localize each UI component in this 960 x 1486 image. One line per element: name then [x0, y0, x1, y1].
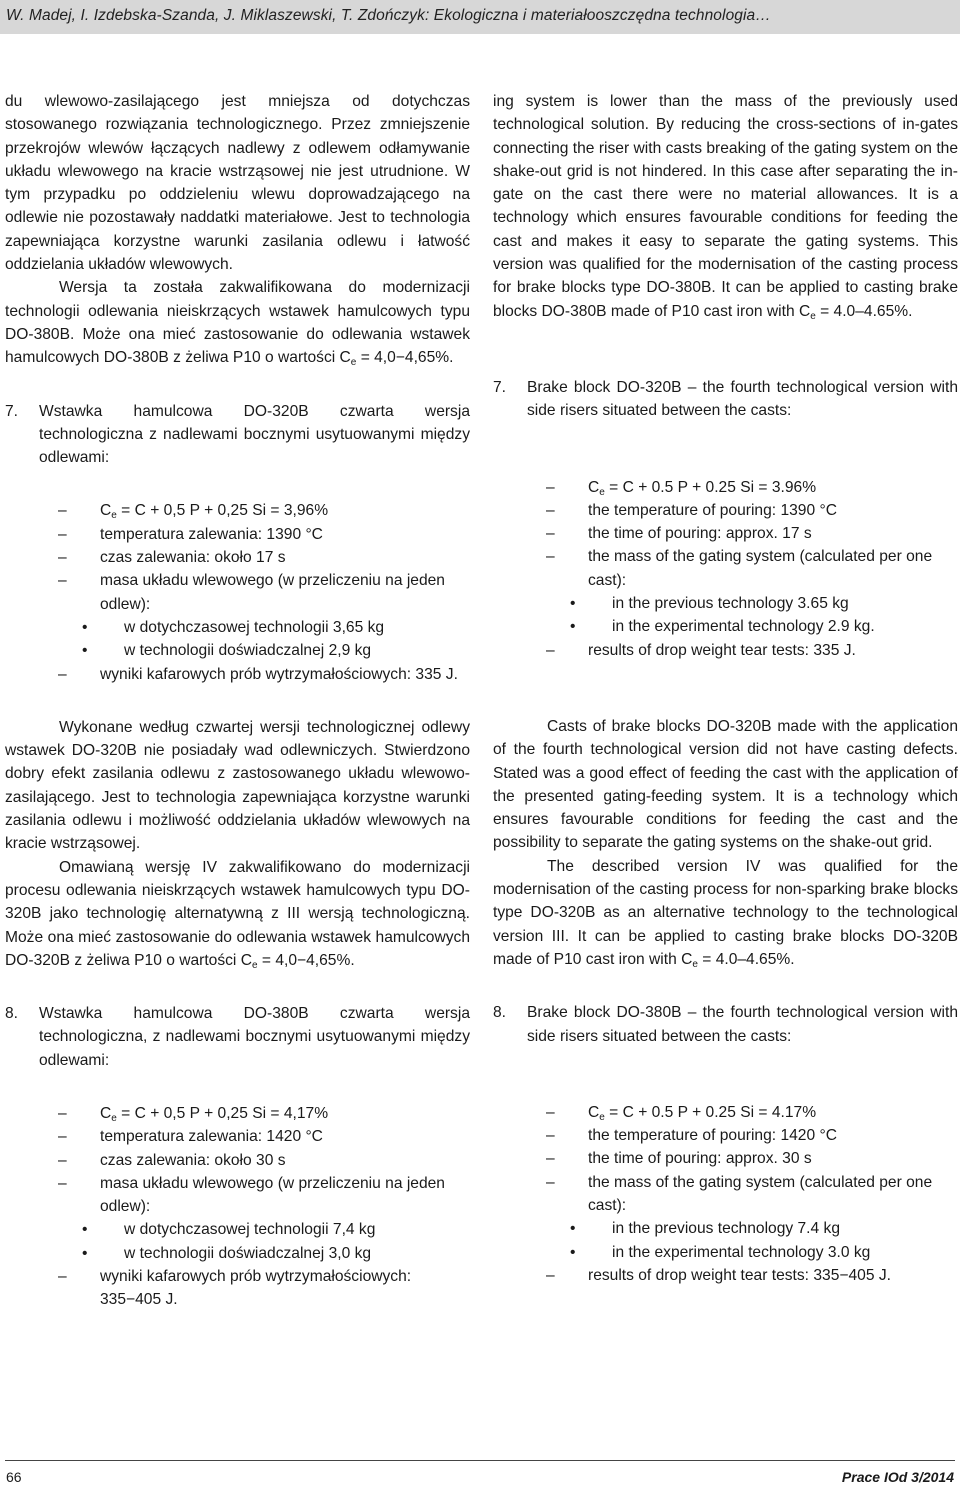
journal-name: Prace IOd 3/2014	[841, 1469, 954, 1485]
list-item: – temperatura zalewania: 1420 °C	[58, 1128, 323, 1146]
list-item: – czas zalewania: około 30 s	[58, 1151, 286, 1169]
left-column	[5, 90, 470, 1312]
footer-rule	[5, 1460, 955, 1461]
list-item: – temperatura zalewania: 1390 °C	[58, 525, 323, 543]
section-7-list	[546, 476, 958, 662]
section-8-heading: 8. Brake block DO-380B – the fourth technological version with side risers situated between the casts:	[493, 1004, 958, 1045]
section-7-heading: 7. Wstawka hamulcowa DO-320B czwarta wersja technologiczna z nadlewami bocznymi usytuowanymi między odlewami:	[5, 402, 470, 467]
section-8-heading: 8. Wstawka hamulcowa DO-380B czwarta wersja technologiczna, z nadlewami bocznymi usytuowanymi między odlewami:	[5, 1005, 470, 1069]
bullet-item: • w dotychczasowej technologii 7,4 kg	[82, 1221, 376, 1239]
bullet-item: • w dotychczasowej technologii 3,65 kg	[82, 618, 385, 636]
list-item: – $C_e = C + 0,5$ P + 0,25 Si = 3,96%	[58, 502, 329, 522]
list-item: – results of drop weight tear tests: 335 J.	[546, 641, 856, 659]
bullet-item: • in the experimental technology 3.0 kg	[570, 1243, 871, 1261]
list-item: – masa układu wlewowego (w przeliczeniu na jeden odlew):	[58, 1174, 445, 1216]
right-column	[493, 90, 958, 1287]
running-title: W. Madej, I. Izdebska-Szanda, J. Miklaszewski, T. Zdończyk: Ekologiczna i materiałooszczędna technologia…	[6, 7, 771, 24]
section-7-heading: 7. Brake block DO-320B – the fourth technological version with side risers situated between the casts:	[493, 378, 958, 420]
list-item: – masa układu wlewowego (w przeliczeniu na jeden odlew):	[58, 572, 445, 613]
paragraph: The described version IV was qualified for the modernisation of the casting process for non-sparking brake blocks type DO-320B as an alternative technology to the technological version III. It can be applied to casting brake blocks DO-320B made of P10 cast iron with $C_e = 4.0-4.65\%$.	[493, 857, 958, 970]
paragraph: Wersja ta została zakwalifikowana do modernizacji technologii odlewania nieiskrzących wstawek hamulcowych typu DO-380B. Może ona mieć zastosowanie do odlewania wstawek hamulcowych DO-380B z żeliwa P10 o wartości $C_e = 4,0-4,65\%$.	[5, 279, 470, 369]
list-item: – $C_e = C + 0.5$ P + 0.25 Si = 4.17%	[546, 1103, 817, 1123]
bullet-item: • in the experimental technology 2.9 kg.	[570, 618, 875, 636]
bullet-item: • w technologii doświadczalnej 2,9 kg	[82, 642, 372, 660]
paragraph: Casts of brake blocks DO-320B made with the application of the fourth technological version did not have casting defects. Stated was a good effect of feeding the cast with the application of the presented gating-feeding system. It is a technology which ensures favourable conditions for feeding the cast and the possibility to separate the gating systems on the shake-out grid.	[493, 717, 958, 852]
list-item: – wyniki kafarowych prób wytrzymałościowych: 335 J.	[58, 665, 458, 683]
bullet-item: • in the previous technology 7.4 kg	[570, 1220, 840, 1238]
section-7-list	[58, 499, 470, 685]
list-item: – $C_e = C + 0,5$ P + 0,25 Si = 4,17%	[58, 1104, 329, 1124]
list-item: – the mass of the gating system (calculated per one cast):	[546, 548, 933, 589]
list-item: – the temperature of pouring: 1390 °C	[546, 501, 837, 519]
paragraph: du wlewowo-zasilającego jest mniejsza od dotychczas stosowanego rozwiązania technologicznego. Przez zmniejszenie przekrojów wlewów łączących nadlewy z odlewem odłamywanie układu wlewowego na kracie wstrząsowej nie jest utrudnione. W tym przypadku po oddzieleniu wlewu doprowadzającego na odlewie nie pozostawały naddatki materiałowe. Jest to technologia zapewniająca korzystne warunki zasilania odlewu i łatwość oddzielania układów wlewowych.	[5, 93, 470, 274]
section-8-list	[58, 1102, 470, 1312]
paragraph: Wykonane według czwartej wersji technologicznej odlewy wstawek DO-320B nie posiadały wad odlewniczych. Stwierdzono dobry efekt zasilania odlewu z zastosowanego układu wlewowo-zasilającego. Jest to technologia zapewniająca korzystne warunki zasilania odlewu i możliwość oddzielania układów wlewowych na kracie wstrząsowej.	[5, 718, 470, 853]
section-8-list	[546, 1101, 958, 1287]
list-item: – the time of pouring: approx. 17 s	[546, 525, 812, 543]
bullet-item: • w technologii doświadczalnej 3,0 kg	[82, 1244, 372, 1262]
list-item: – the mass of the gating system (calculated per one cast):	[546, 1173, 933, 1214]
running-header-bar	[0, 0, 960, 34]
paragraph: ing system is lower than the mass of the previously used technological solution. By reducing the cross-sections of in-gates connecting the riser with casts breaking of the gating system on the shake-out grid is not hindered. In this case after separating the in-gate on the cast there were no material allowances. It is a technology which ensures favourable conditions for feeding the cast and makes it easy to separate the gating systems. This version was qualified for the modernisation of the casting process for brake blocks type DO-380B. It can be applied to casting brake blocks DO-380B made of P10 cast iron with $C_e = 4.0-4.65\%$.	[493, 93, 958, 322]
list-item: – the time of pouring: approx. 30 s	[546, 1150, 812, 1168]
list-item: – results of drop weight tear tests: 335−405 J.	[546, 1266, 891, 1284]
bullet-item: • in the previous technology 3.65 kg	[570, 595, 849, 613]
list-item: – wyniki kafarowych prób wytrzymałościowych: 335−405 J.	[58, 1268, 412, 1309]
paragraph: Omawianą wersję IV zakwalifikowano do modernizacji procesu odlewania nieiskrzących wstawek hamulcowych typu DO-320B jako technologię alternatywną z III wersją technologiczną. Może ona mieć zastosowanie do odlewania wstawek hamulcowych DO-320B z żeliwa P10 o wartości $C_e = 4,0-4,65\%$.	[5, 858, 470, 971]
list-item: – the temperature of pouring: 1420 °C	[546, 1127, 837, 1145]
list-item: – czas zalewania: około 17 s	[58, 549, 286, 567]
list-item: – $C_e = C + 0.5$ P + 0.25 Si = 3.96%	[546, 478, 817, 498]
page-number: 66	[6, 1469, 22, 1485]
